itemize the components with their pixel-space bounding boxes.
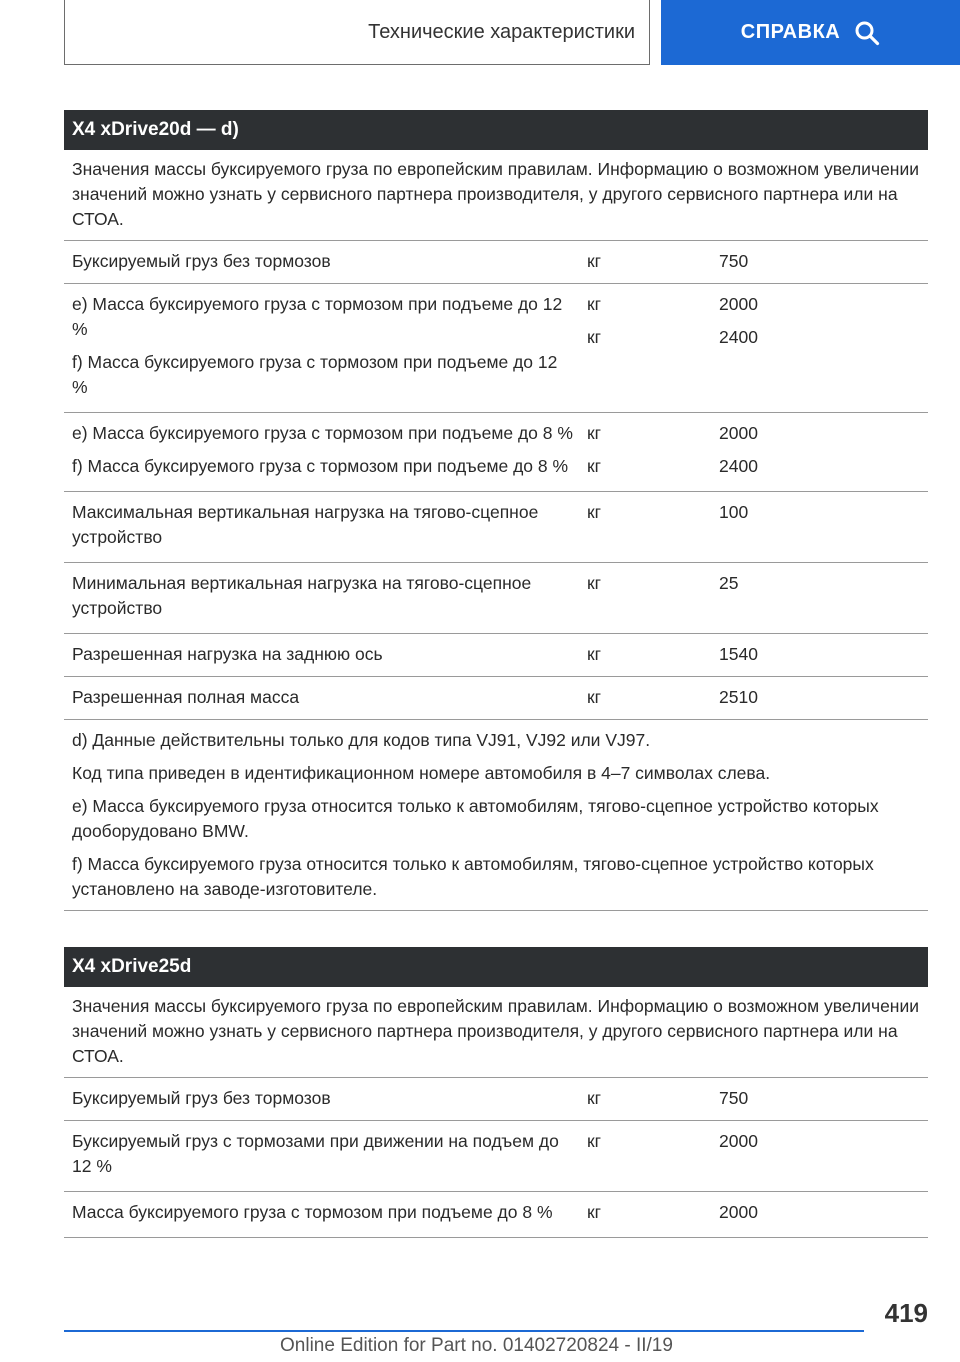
spec-section-title: X4 xDrive20d — d) [64, 110, 928, 150]
row-unit: кг [587, 1202, 602, 1222]
row-value: 2510 [719, 687, 758, 707]
row-unit: кг [587, 1088, 602, 1108]
table-row [64, 1078, 928, 1121]
row-value: 2400 [719, 456, 758, 476]
row-label: e) Масса буксируемого груза с тормозом при подъеме до 12 % [72, 294, 563, 339]
table-row [64, 677, 928, 720]
row-value: 2400 [719, 327, 758, 347]
row-label: Разрешенная нагрузка на заднюю ось [72, 644, 383, 664]
row-unit: кг [587, 573, 602, 593]
row-label: f) Масса буксируемого груза с тормозом при подъеме до 8 % [72, 456, 569, 476]
row-label: Буксируемый груз без тормозов [72, 251, 331, 271]
row-unit: кг [587, 251, 602, 271]
row-label: Максимальная вертикальная нагрузка на тягово-сцепное устройство [72, 502, 539, 547]
row-unit: кг [587, 687, 602, 707]
spec-intro: Значения массы буксируемого груза по европейским правилам. Информацию о возможном увеличении значений можно узнать у сервисного партнера производителя, у другого сервисного партнера или на СТОА. [64, 150, 928, 241]
row-label: Буксируемый груз без тормозов [72, 1088, 331, 1108]
row-label: Буксируемый груз с тормозами при движении на подъем до 12 % [72, 1131, 559, 1176]
footer-divider [64, 1330, 864, 1332]
row-value: 750 [719, 251, 749, 271]
row-value: 2000 [719, 423, 758, 443]
footnotes [64, 720, 928, 911]
spec-section-xdrive20d [64, 110, 928, 911]
row-value: 2000 [719, 1202, 758, 1222]
row-label: Масса буксируемого груза с тормозом при подъеме до 8 % [72, 1202, 553, 1222]
table-row [64, 492, 928, 563]
section-title: Технические характеристики [368, 20, 635, 43]
spec-section-xdrive25d [64, 947, 928, 1238]
row-label: e) Масса буксируемого груза с тормозом при подъеме до 8 % [72, 423, 573, 443]
edition-text: Online Edition for Part no. 01402720824 - II/19 [280, 1335, 673, 1356]
section-header-tab[interactable] [64, 0, 650, 65]
row-label: Минимальная вертикальная нагрузка на тягово-сцепное устройство [72, 573, 532, 618]
row-label: Разрешенная полная масса [72, 687, 300, 707]
row-value: 1540 [719, 644, 758, 664]
help-label: СПРАВКА [740, 21, 841, 43]
row-value: 2000 [719, 294, 758, 314]
footnote: Код типа приведен в идентификационном номере автомобиля в 4–7 символах слева. [72, 763, 771, 783]
row-unit: кг [587, 644, 602, 664]
table-row [64, 413, 928, 492]
help-button[interactable] [661, 0, 960, 65]
spec-section-title: X4 xDrive25d [64, 947, 928, 987]
table-row [64, 1121, 928, 1192]
spec-intro: Значения массы буксируемого груза по европейским правилам. Информацию о возможном увеличении значений можно узнать у сервисного партнера производителя, у другого сервисного партнера или на СТОА. [64, 987, 928, 1078]
row-label: f) Масса буксируемого груза с тормозом при подъеме до 12 % [72, 352, 558, 397]
row-value: 100 [719, 502, 749, 522]
row-unit: кг [587, 502, 602, 522]
row-unit: кг [587, 456, 602, 476]
page-number: 419 [884, 1298, 928, 1328]
table-row [64, 634, 928, 677]
table-row [64, 563, 928, 634]
row-value: 2000 [719, 1131, 758, 1151]
row-unit: кг [587, 294, 602, 314]
row-unit: кг [587, 423, 602, 443]
footnote: d) Данные действительны только для кодов типа VJ91, VJ92 или VJ97. [72, 730, 651, 750]
row-value: 750 [719, 1088, 749, 1108]
search-icon [854, 20, 880, 46]
table-row [64, 241, 928, 284]
footnote: e) Масса буксируемого груза относится только к автомобилям, тягово-сцепное устройство которых дооборудовано BMW. [72, 796, 879, 841]
table-row [64, 284, 928, 413]
row-value: 25 [719, 573, 739, 593]
row-unit: кг [587, 1131, 602, 1151]
table-row [64, 1192, 928, 1238]
row-unit: кг [587, 327, 602, 347]
footnote: f) Масса буксируемого груза относится только к автомобилям, тягово-сцепное устройство которых установлено на заводе-изготовителе. [72, 854, 874, 899]
